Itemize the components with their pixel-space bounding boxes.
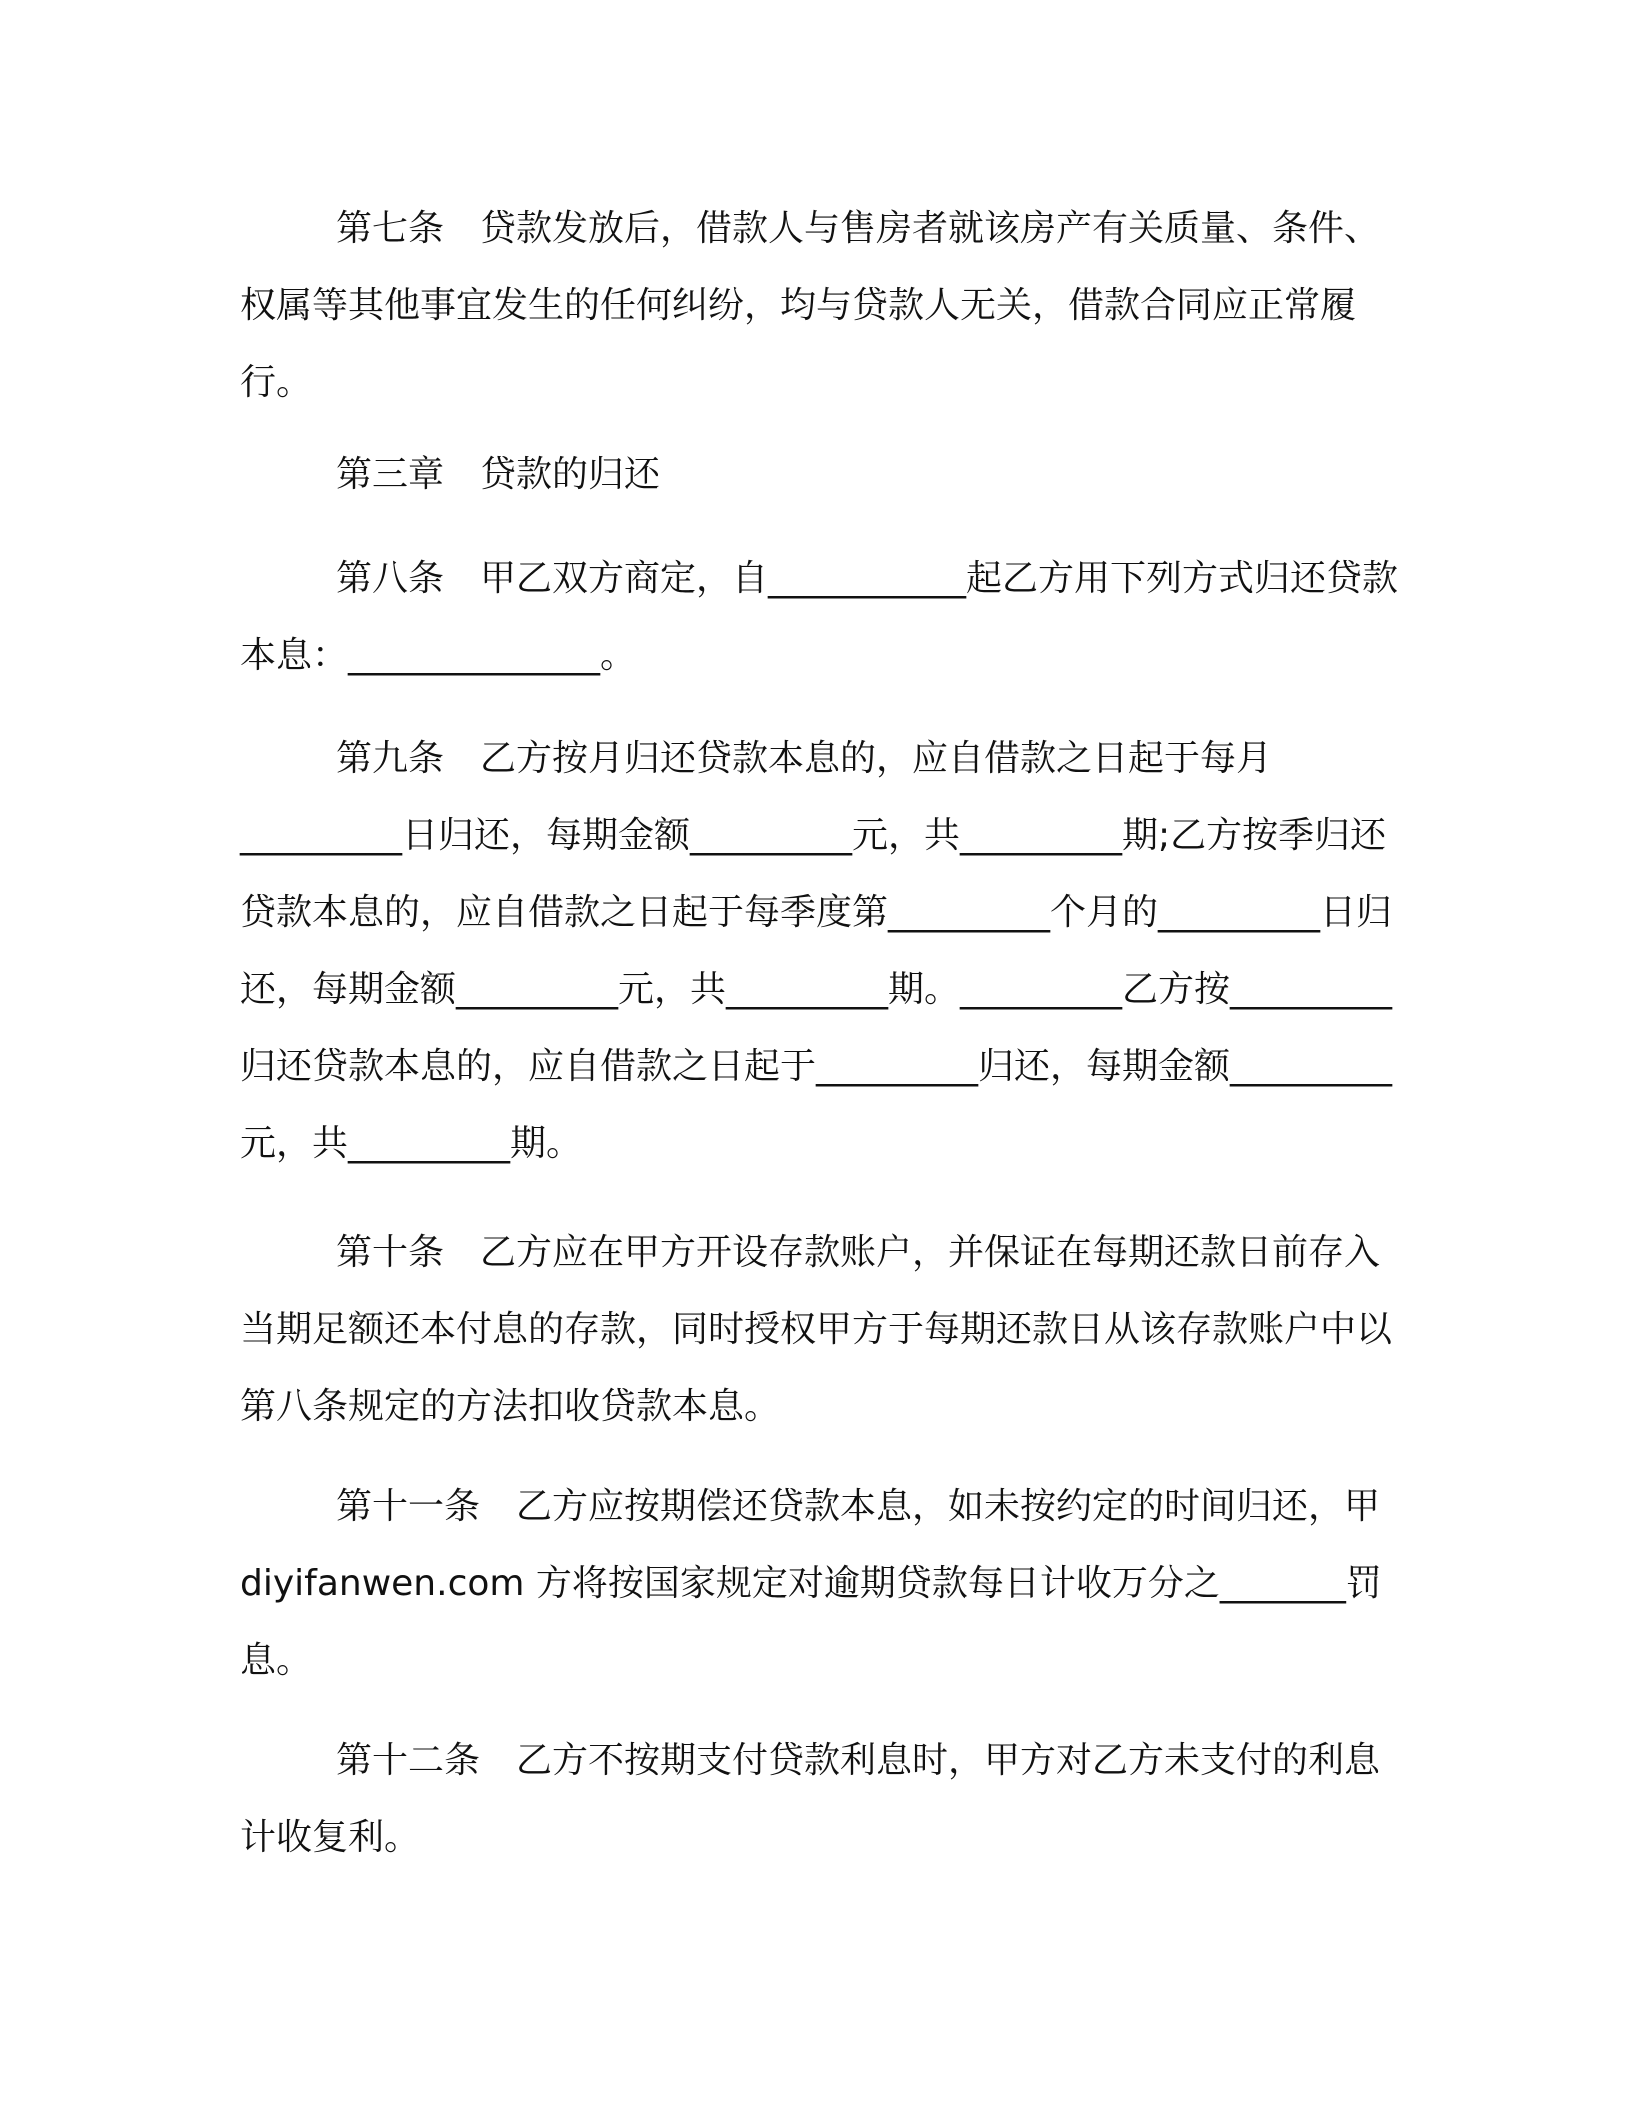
- article-12-paragraph: 第十二条 乙方不按期支付贷款利息时，甲方对乙方未支付的利息计收复利。: [240, 1740, 1381, 1858]
- article-9-paragraph: 第九条 乙方按月归还贷款本息的，应自借款之日起于每月_________日归还，每期金额_________元，共_________期;乙方按季归还贷款本息的，应自借款之日起于每季度第_________个月的_________日归还，每期金额_________元，共_________期。_________乙方按_________归还贷款本息的，应自借款之日起于_________归还，每期金额_________元，共_________期。: [240, 738, 1393, 1164]
- article-10-paragraph: 第十条 乙方应在甲方开设存款账户，并保证在每期还款日前存入当期足额还本付息的存款，同时授权甲方于每期还款日从该存款账户中以第八条规定的方法扣收贷款本息。: [240, 1232, 1393, 1427]
- article-11-paragraph: 第十一条 乙方应按期偿还贷款本息，如未按约定的时间归还，甲 diyifanwen.com 方将按国家规定对逾期贷款每日计收万分之_______罚息。: [240, 1486, 1392, 1681]
- article-8-paragraph: 第八条 甲乙双方商定，自___________起乙方用下列方式归还贷款本息：______________。: [240, 558, 1399, 676]
- article-7-paragraph: 第七条 贷款发放后，借款人与售房者就该房产有关质量、条件、权属等其他事宜发生的任何纠纷，均与贷款人无关，借款合同应正常履行。: [240, 208, 1381, 403]
- chapter-3-heading: 第三章 贷款的归还: [336, 454, 661, 495]
